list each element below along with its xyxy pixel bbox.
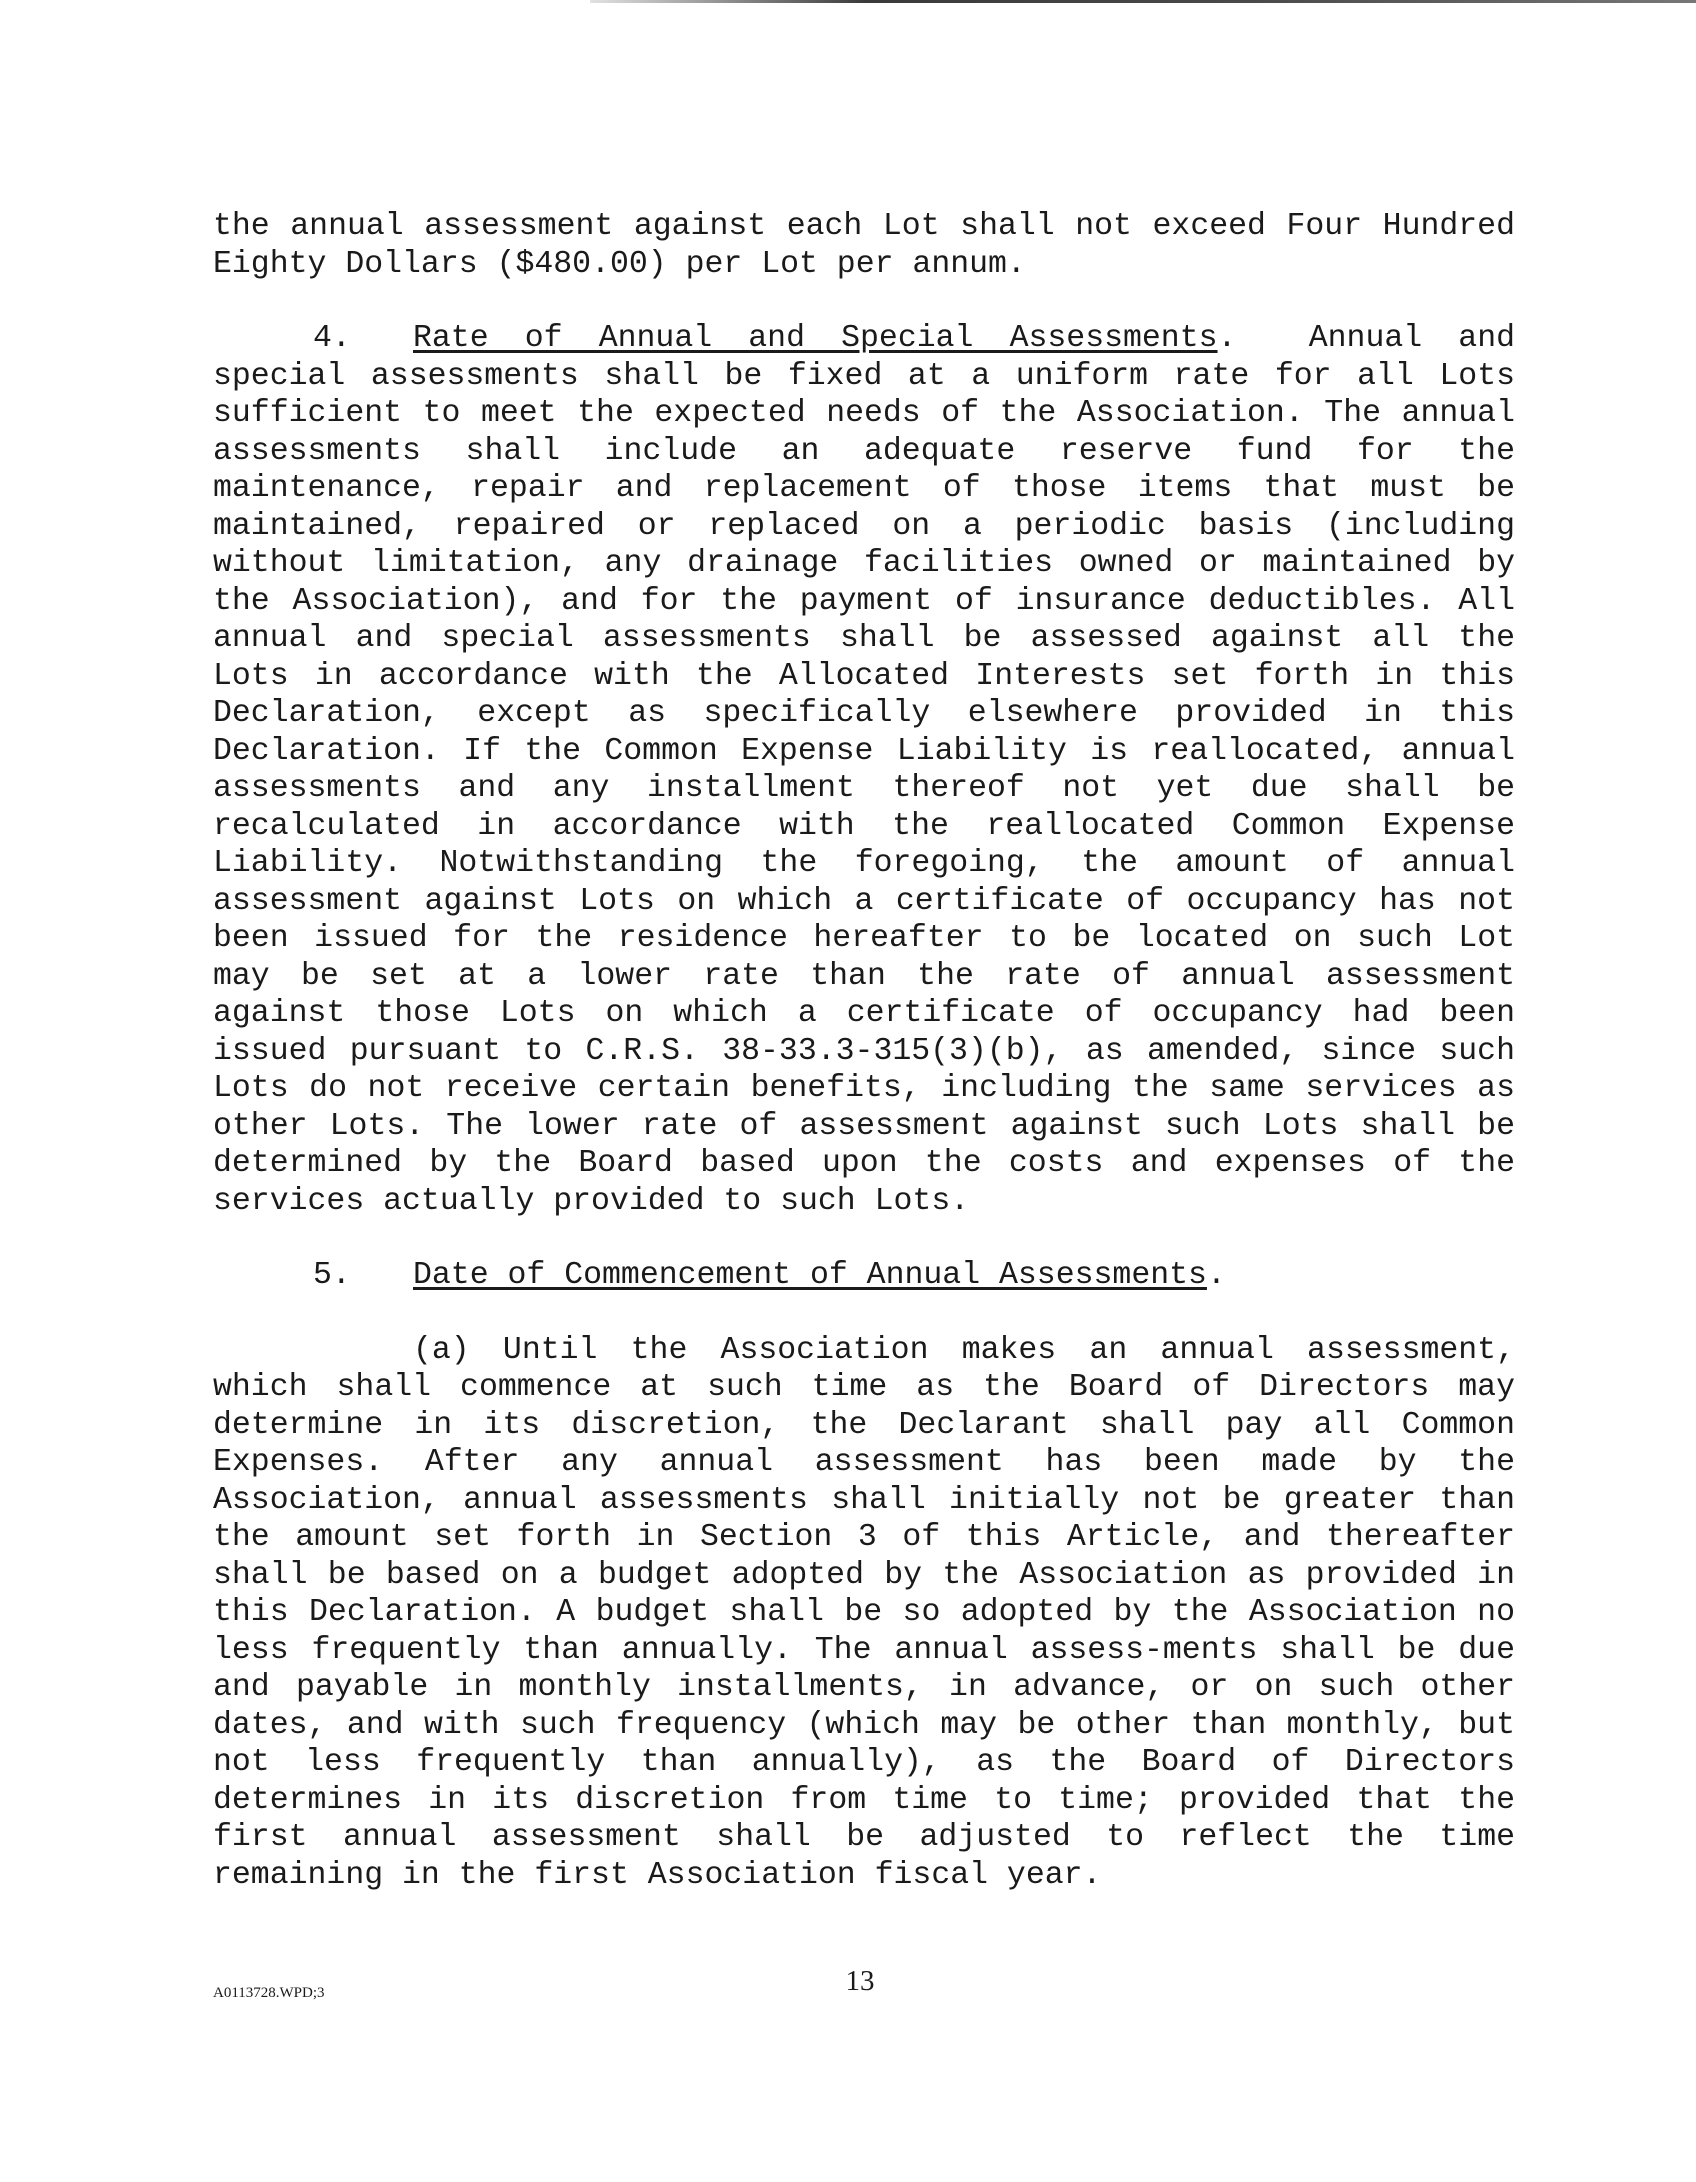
section-4-heading-end: . xyxy=(1217,321,1237,356)
document-body xyxy=(213,208,1515,1894)
section-5-heading: Date of Commencement of Annual Assessments xyxy=(413,1258,1207,1293)
section-5-number: 5. xyxy=(313,1258,351,1293)
section-4-number: 4. xyxy=(313,321,351,356)
document-id: A0113728.WPD;3 xyxy=(213,1985,325,2001)
section-5-heading-line xyxy=(213,1257,1515,1295)
section-4-heading: Rate of Annual and Special Assessments xyxy=(413,321,1218,356)
opening-paragraph: the annual assessment against each Lot shall not exceed Four Hundred Eighty Dollars ($480.00) per Lot per annum. xyxy=(213,209,1515,282)
section-5-heading-end: . xyxy=(1206,1258,1226,1293)
page-number: 13 xyxy=(845,1965,875,1997)
section-4-body: Annual and special assessments shall be fixed at a uniform rate for all Lots sufficient to meet the expected needs of the Association. The annual assessments shall include an adequate reserve fund for the maintenance, repair and replacement of those items that must be maintained, repaired or replaced on a periodic basis (including without limitation, any drainage facilities owned or maintained by the Association), and for the payment of insurance deductibles. All annual and special assessments shall be assessed against all the Lots in accordance with the Allocated Interests set forth in this Declaration, except as specifically elsewhere provided in this Declaration. If the Common Expense Liability is reallocated, annual assessments and any installment thereof not yet due shall be recalculated in accordance with the reallocated Common Expense Liability. Notwithstanding the foregoing, the amount of annual assessment against Lots on which a certificate of occupancy has not been issued for the residence hereafter to be located on such Lot may be set at a lower rate than the rate of annual assessment against those Lots on which a certificate of occupancy had been issued pursuant to C.R.S. 38-33.3-315(3)(b), as amended, since such Lots do not receive certain benefits, including the same services as other Lots. The lower rate of assessment against such Lots shall be determined by the Board based upon the costs and expenses of the services actually provided to such Lots. xyxy=(213,321,1516,1219)
section-4-paragraph xyxy=(213,320,1515,1220)
section-5a-paragraph: (a) Until the Association makes an annual assessment, which shall commence at such time as the Board of Directors may determine in its discretion, the Declarant shall pay all Common Expenses. After any annual assessment has been made by the Association, annual assessments shall initially not be greater than the amount set forth in Section 3 of this Article, and thereafter shall be based on a budget adopted by the Association as provided in this Declaration. A budget shall be so adopted by the Association no less frequently than annually. The annual assess-ments shall be due and payable in monthly installments, in advance, or on such other dates, and with such frequency (which may be other than monthly, but not less frequently than annually), as the Board of Directors determines in its discretion from time to time; provided that the first annual assessment shall be adjusted to reflect the time remaining in the first Association fiscal year. xyxy=(213,1332,1515,1893)
scan-artifact-line xyxy=(590,0,1696,3)
